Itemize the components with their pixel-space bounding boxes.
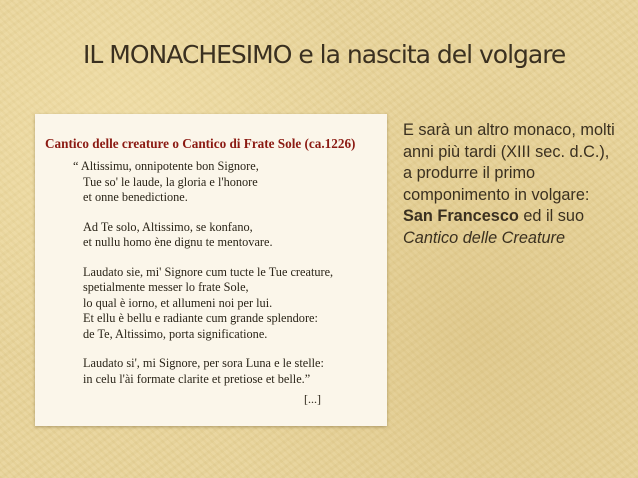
poem-verse: Laudato si', mi Signore, per sora Luna e le stelle: [83,356,324,370]
author-name: San Francesco [403,207,519,225]
poem-stanza [45,356,379,387]
poem-image [35,114,387,426]
poem-verse: de Te, Altissimo, porta significatione. [83,326,268,341]
poem-verse: Et ellu è bellu e radiante cum grande splendore: [83,311,318,325]
poem-verse: et onne benedictione. [83,190,188,204]
poem-verse: Laudato sie, mi' Signore cum tucte le Tue creature, [83,264,334,279]
poem-verse: lo qual è iorno, et allumeni noi per lui. [83,295,273,310]
poem-ellipsis: [...] [304,392,321,406]
poem-verse: “ Altissimu, onnipotente bon Signore, [73,159,259,173]
body-paragraph [403,120,618,249]
body-intro: E sarà un altro monaco, molti anni più tardi (XIII sec. d.C.), a produrre il primo componimento in volgare: [403,121,615,204]
poem-stanza [45,159,379,206]
poem-verse: in celu l'ài formate clarite et pretiose et belle.” [83,371,311,386]
poem-verse: Ad Te solo, Altissimo, se konfano, [83,219,253,234]
slide-title: IL MONACHESIMO e la nascita del volgare [83,40,566,69]
poem-stanza [45,220,379,251]
work-title: Cantico delle Creature [403,228,565,247]
body-connector: ed il suo [518,207,585,225]
poem-heading: Cantico delle creature o Cantico di Frate Sole (ca.1226) [45,136,356,151]
poem-stanza [45,265,379,343]
poem-verse: Tue so' le laude, la gloria e l'honore [83,174,258,189]
poem-verse: et nullu homo ène dignu te mentovare. [83,235,273,249]
poem-verse: spetialmente messer lo frate Sole, [83,280,249,294]
